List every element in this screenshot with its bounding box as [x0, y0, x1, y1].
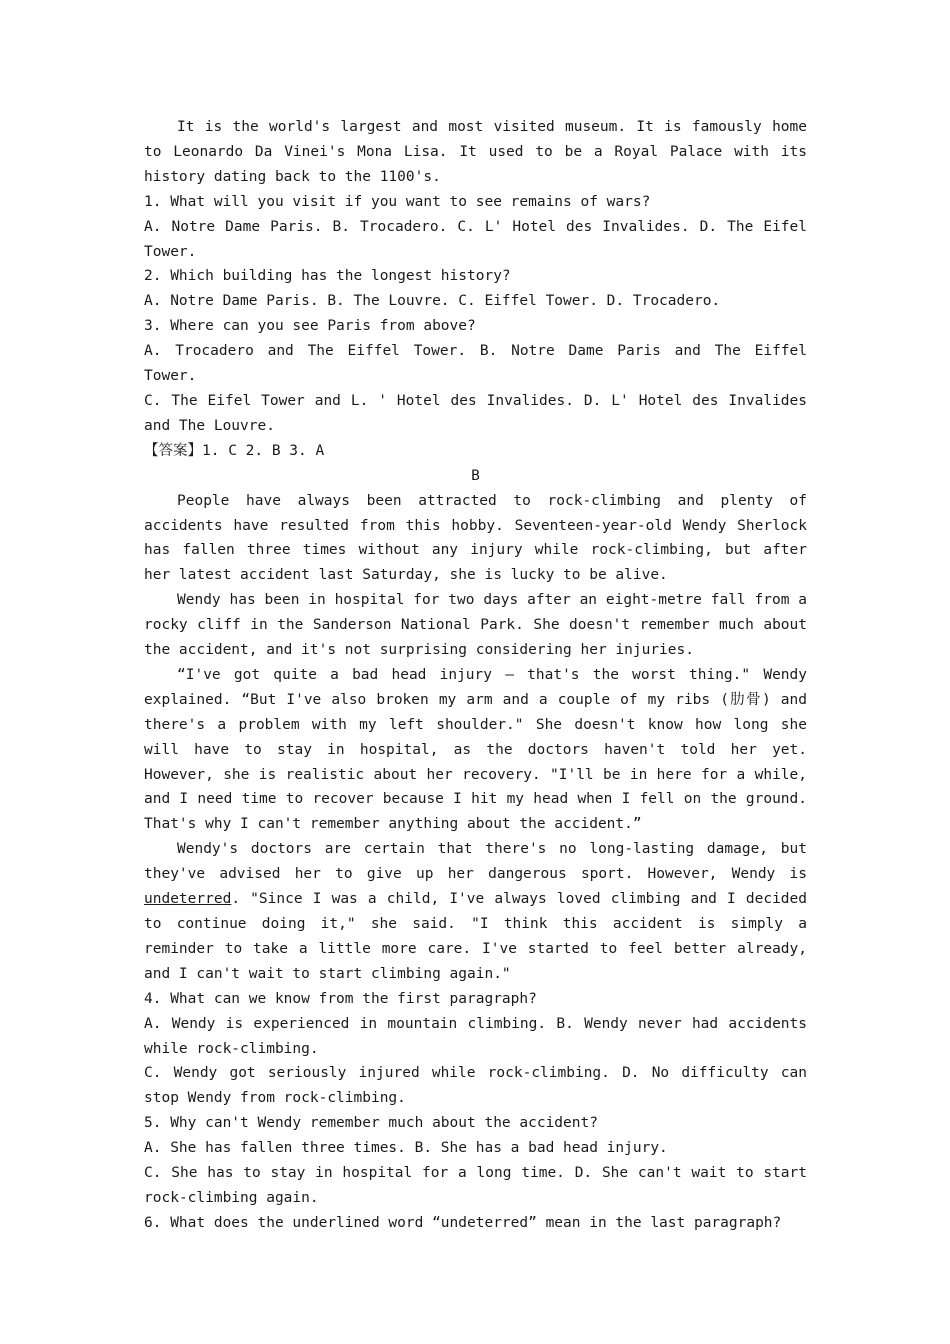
question-5-stem: 5. Why can't Wendy remember much about the accident? — [144, 1115, 598, 1132]
question-4-options-ab: A. Wendy is experienced in mountain climbing. B. Wendy never had accidents while rock-climbing. — [144, 1015, 807, 1057]
question-2-stem: 2. Which building has the longest history? — [144, 268, 511, 285]
passage-b-paragraph-3: “I've got quite a bad head injury — that's the worst thing." Wendy explained. “But I've also broken my arm and a couple of my ribs (肋骨) and there's a problem with my left shoulder." She doesn't know how long she will have to stay in hospital, as the doctors haven't told her yet. However, she is realistic about her recovery. "I'll be in here for a while, and I need time to recover because I hit my head when I fell on the ground. That's why I can't remember anything about the accident.” — [144, 666, 807, 833]
question-6-stem: 6. What does the underlined word “undeterred” mean in the last paragraph? — [144, 1214, 782, 1231]
underlined-word: undeterred — [144, 891, 232, 908]
passage-a-paragraph: It is the world's largest and most visited museum. It is famously home to Leonardo Da Vinei's Mona Lisa. It used to be a Royal Palace with its history dating back to the 1100's. — [144, 119, 807, 185]
question-4-stem: 4. What can we know from the first paragraph? — [144, 990, 537, 1007]
passage-b-paragraph-2: Wendy has been in hospital for two days after an eight-metre fall from a rocky cliff in the Sanderson National Park. She doesn't remember much about the accident, and it's not surprising considering her injuries. — [144, 592, 807, 659]
question-5-options-cd: C. She has to stay in hospital for a long time. D. She can't wait to start rock-climbing again. — [144, 1165, 807, 1206]
paragraph-4-text-after: . "Since I was a child, I've always loved climbing and I decided to continue doing it," she said. "I think this accident is simply a reminder to take a little more care. I've started to feel better already, and I can't wait to start climbing again." — [144, 891, 807, 982]
question-3-stem: 3. Where can you see Paris from above? — [144, 318, 476, 335]
question-3-options-ab: A. Trocadero and The Eiffel Tower. B. Notre Dame Paris and The Eiffel Tower. — [144, 343, 807, 385]
section-b-heading: B — [471, 467, 480, 484]
question-2-options: A. Notre Dame Paris. B. The Louvre. C. Eiffel Tower. D. Trocadero. — [144, 293, 721, 310]
question-4-options-cd: C. Wendy got seriously injured while rock-climbing. D. No difficulty can stop Wendy from rock-climbing. — [144, 1065, 807, 1107]
question-3-options-cd: C. The Eifel Tower and L. ' Hotel des Invalides. D. L' Hotel des Invalides and The Louvre. — [144, 392, 807, 434]
document-page — [144, 115, 807, 1236]
passage-b-paragraph-4 — [144, 837, 807, 986]
question-1-options: A. Notre Dame Paris. B. Trocadero. C. L' Hotel des Invalides. D. The Eifel Tower. — [144, 218, 807, 260]
answer-key: 【答案】1. C 2. B 3. A — [144, 442, 325, 459]
paragraph-4-text-before: Wendy's doctors are certain that there's no long-lasting damage, but they've advised her to give up her dangerous sport. However, Wendy is — [144, 841, 807, 883]
question-1-stem: 1. What will you visit if you want to see remains of wars? — [144, 193, 651, 210]
passage-b-paragraph-1: People have always been attracted to rock-climbing and plenty of accidents have resulted from this hobby. Seventeen-year-old Wendy Sherlock has fallen three times without any injury while rock-climbing, but after her latest accident last Saturday, she is lucky to be alive. — [144, 492, 807, 584]
question-5-options-ab: A. She has fallen three times. B. She has a bad head injury. — [144, 1140, 668, 1157]
